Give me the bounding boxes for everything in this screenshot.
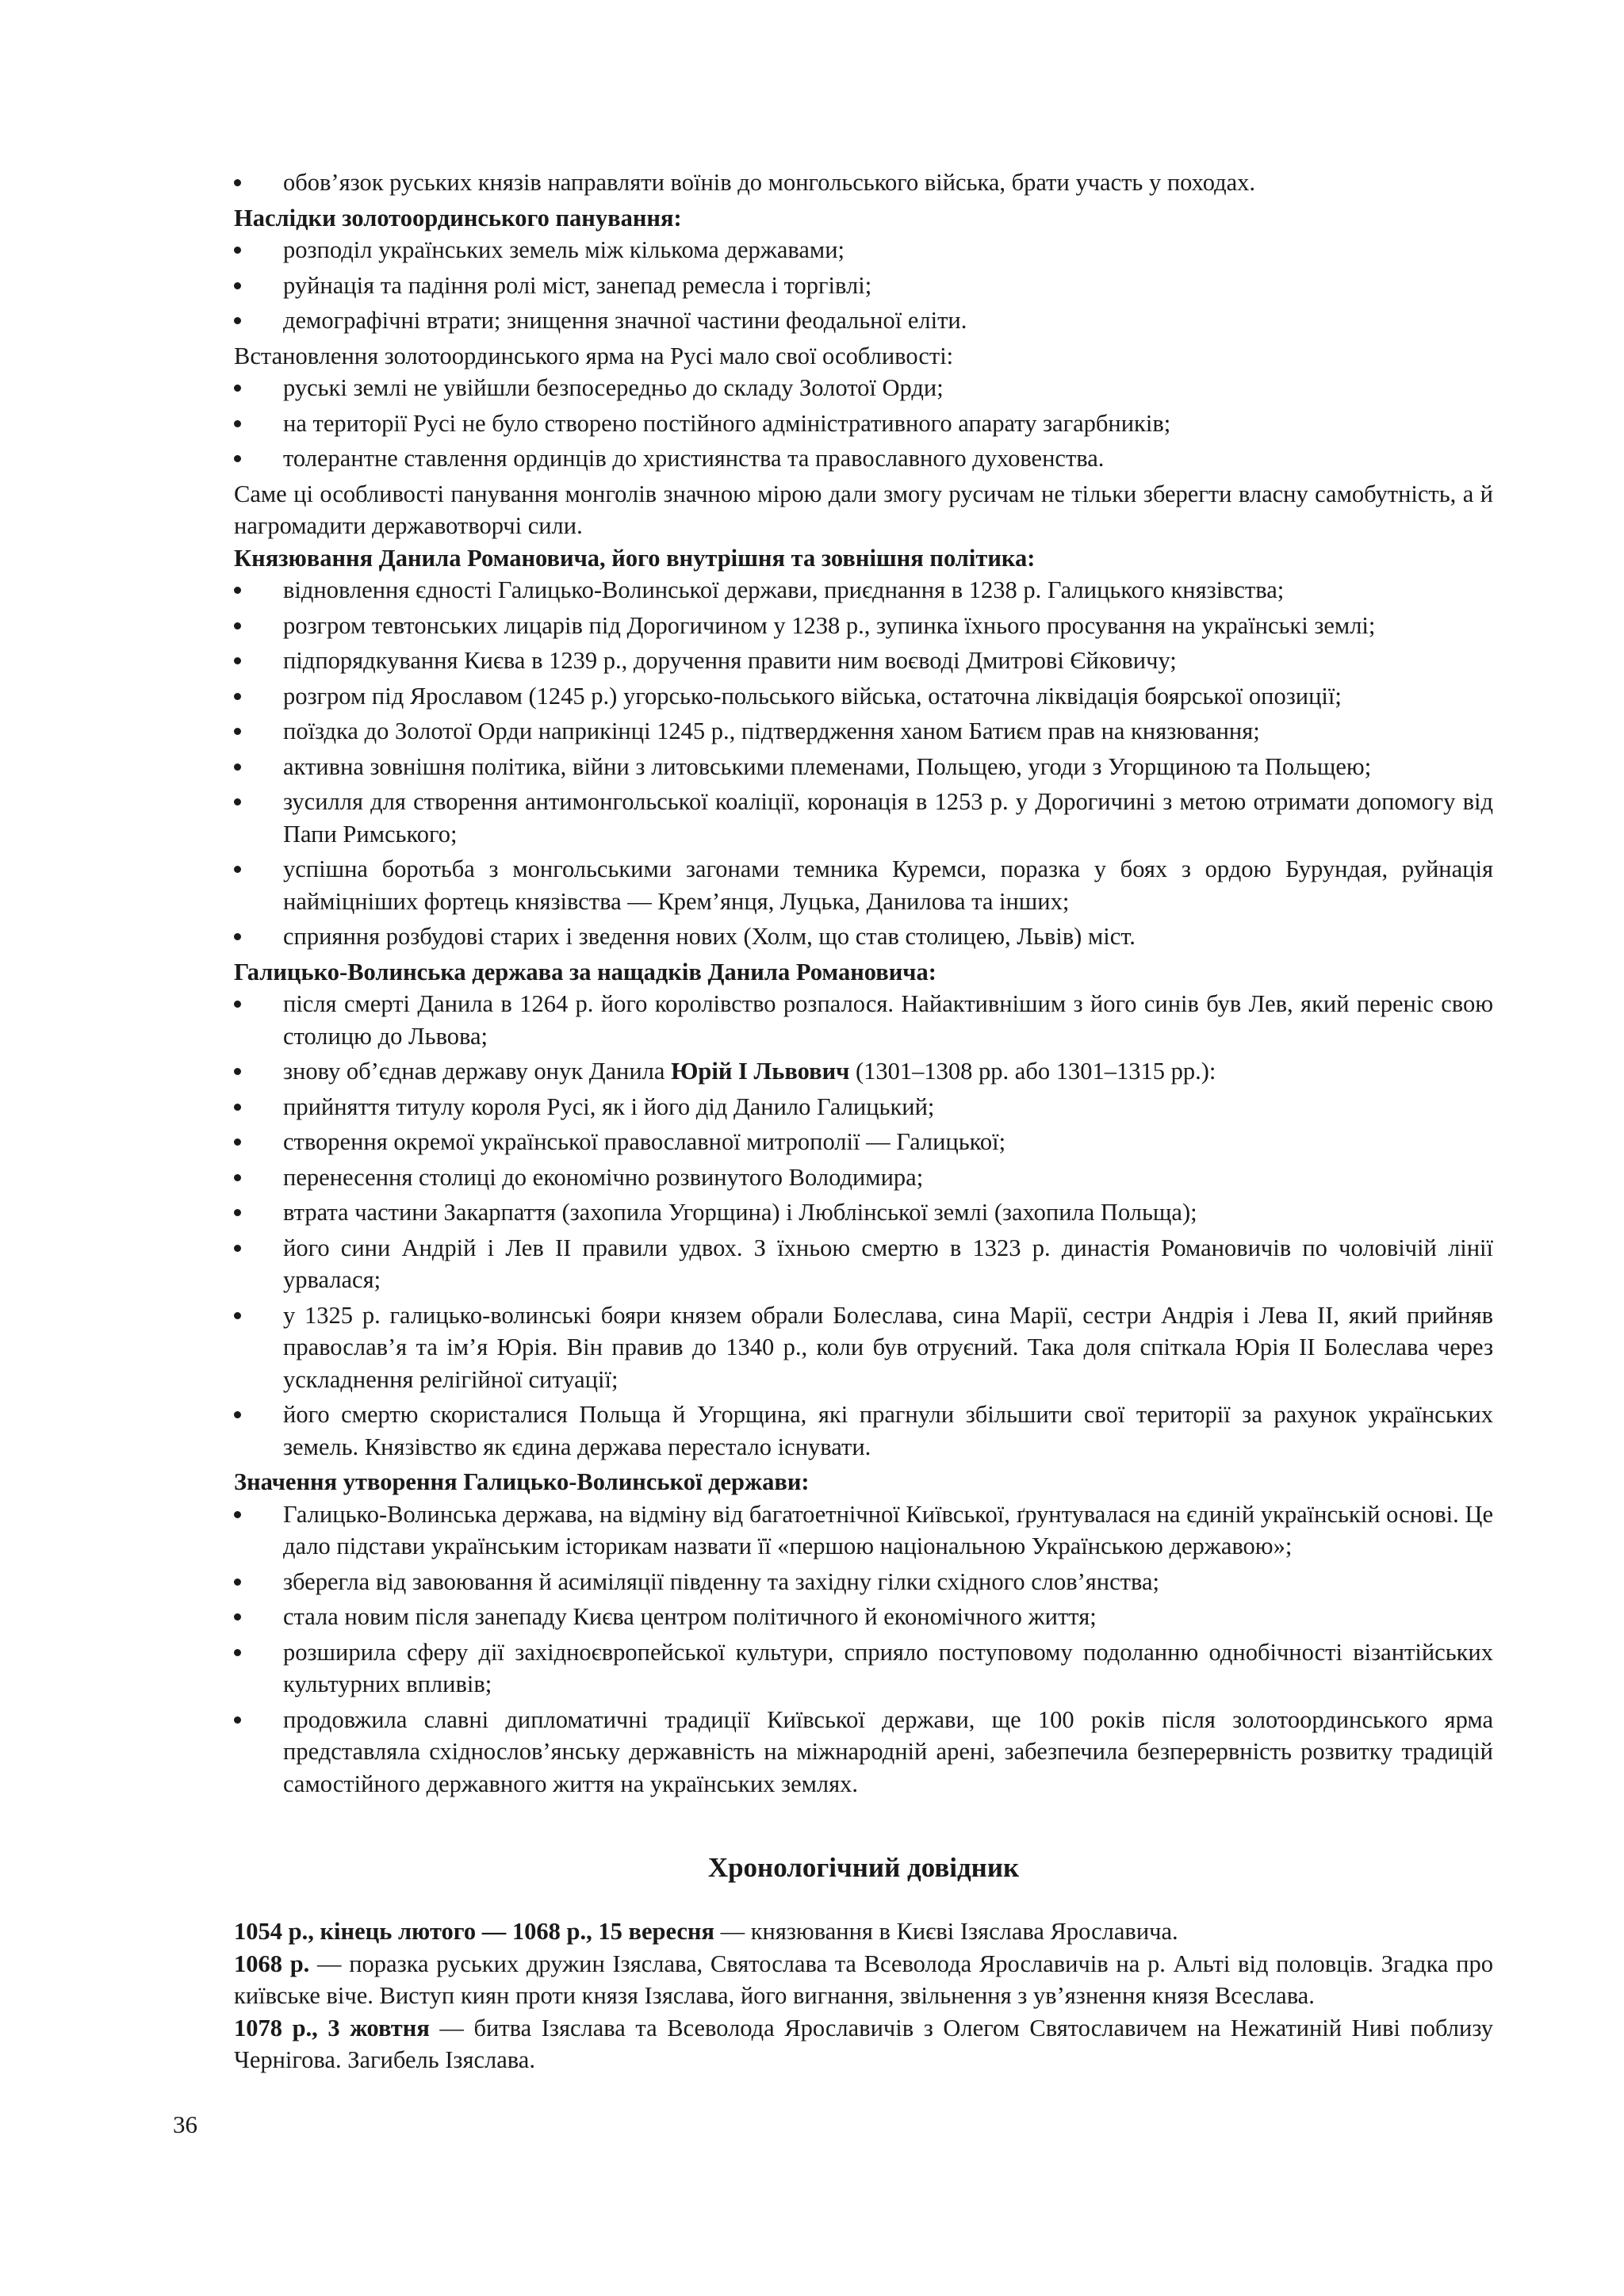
list-item: знову об’єднав державу онук Данила Юрій I Львович (1301–1308 рр. або 1301–1315 рр.):: [234, 1055, 1493, 1088]
list-item: створення окремої української православної митрополії — Галицької;: [234, 1126, 1493, 1158]
list-item: втрата частини Закарпаття (захопила Угорщина) і Люблінської землі (захопила Польща);: [234, 1196, 1493, 1229]
bullet-icon: [234, 933, 241, 940]
significance-heading: Значення утворення Галицько-Волинської держави:: [234, 1468, 810, 1495]
list-item: у 1325 р. галицько-волинські бояри князем обрали Болеслава, сина Марії, сестри Андрія і Лева II, який прийняв православ’я та ім’я Юрія. Він правив до 1340 р., коли був отруєний. Така доля спіткала Юрія II Болеслава через ускладнення релігійної ситуації;: [234, 1299, 1493, 1396]
top-bullet-list: [234, 166, 1493, 199]
chronology-entry: [234, 1915, 1493, 1948]
bullet-icon: [234, 587, 241, 594]
list-item: його смертю скористалися Польща й Угорщина, які прагнули збільшити свої території за рахунок українських земель. Князівство як єдина держава перестало існувати.: [234, 1399, 1493, 1463]
bullet-icon: [234, 1068, 241, 1075]
list-item: демографічні втрати; знищення значної частини феодальної еліти.: [234, 304, 1493, 337]
chronology-date: 1068 р.: [234, 1950, 310, 1977]
consequences-list: [234, 234, 1493, 337]
list-item: розподіл українських земель між кількома державами;: [234, 234, 1493, 266]
list-item: підпорядкування Києва в 1239 р., доручення правити ним воєводі Дмитрові Єйковичу;: [234, 645, 1493, 677]
list-item: успішна боротьба з монгольськими загонами темника Куремси, поразка у боях з ордою Бурундая, руйнація наймiцніших фортець князівства — Крем’янця, Луцька, Данилова та інших;: [234, 853, 1493, 917]
list-item: розгром під Ярославом (1245 р.) угорсько-польського війська, остаточна ліквідація боярської опозиції;: [234, 680, 1493, 713]
bullet-icon: [234, 1001, 241, 1008]
bullet-icon: [234, 179, 241, 186]
chronology-text: — князювання в Києві Ізяслава Ярославича.: [714, 1918, 1178, 1945]
danylo-list: [234, 574, 1493, 953]
bullet-icon: [234, 657, 241, 664]
bullet-icon: [234, 728, 241, 735]
list-item: стала новим після занепаду Києва центром політичного й економічного життя;: [234, 1601, 1493, 1633]
bullet-icon: [234, 1209, 241, 1216]
bullet-icon: [234, 866, 241, 873]
chronology-date: 1054 р., кінець лютого — 1068 р., 15 вересня: [234, 1918, 714, 1945]
chronology-entry: [234, 2012, 1493, 2076]
list-item: розширила сферу дії західноєвропейської культури, сприяло поступовому подоланню однобічності візантійських культурних впливів;: [234, 1636, 1493, 1701]
page-number: 36: [173, 2110, 197, 2138]
list-item: обов’язок руських князів направляти воїнів до монгольського війська, брати участь у походах.: [234, 166, 1493, 199]
bullet-icon: [234, 317, 241, 324]
bullet-icon: [234, 1511, 241, 1518]
significance-list: [234, 1498, 1493, 1800]
list-item: руйнація та падіння ролі міст, занепад ремесла і торгівлі;: [234, 270, 1493, 302]
bullet-icon: [234, 1104, 241, 1111]
list-item: руські землі не увійшли безпосередньо до складу Золотої Орди;: [234, 372, 1493, 404]
bullet-icon: [234, 247, 241, 254]
list-item: прийняття титулу короля Русі, як і його дід Данило Галицький;: [234, 1091, 1493, 1123]
bullet-icon: [234, 1174, 241, 1181]
chronology-date: 1078 р., 3 жовтня: [234, 2014, 430, 2042]
bullet-icon: [234, 420, 241, 427]
list-item: зберегла від завоювання й асиміляції південну та західну гілки східного слов’янства;: [234, 1566, 1493, 1598]
list-item: на території Русі не було створено постійного адміністративного апарату загарбників;: [234, 408, 1493, 440]
bullet-icon: [234, 798, 241, 806]
list-item: відновлення єдності Галицько-Волинської держави, приєднання в 1238 р. Галицького князівства;: [234, 574, 1493, 607]
features-intro: Встановлення золотоординського ярма на Русі мало свої особливості:: [234, 342, 954, 369]
list-item: його сини Андрій і Лев II правили удвох. З їхньою смертю в 1323 р. династія Романовичів по чоловічій лінії урвалася;: [234, 1232, 1493, 1296]
bullet-icon: [234, 693, 241, 700]
list-item: зусилля для створення антимонгольської коаліції, коронація в 1253 р. у Дорогичині з метою отримати допомогу від Папи Римського;: [234, 786, 1493, 850]
descendants-list: [234, 988, 1493, 1463]
bullet-icon: [234, 385, 241, 392]
bullet-icon: [234, 622, 241, 629]
bullet-icon: [234, 282, 241, 289]
bullet-icon: [234, 1245, 241, 1252]
consequences-heading: Наслідки золотоординського панування:: [234, 204, 682, 232]
list-item: активна зовнішня політика, війни з литовськими племенами, Польщею, угоди з Угорщиною та Польщею;: [234, 751, 1493, 783]
chronology-text: — битва Ізяслава та Всеволода Ярославичів з Олегом Святославичем на Нежатиній Ниві поблизу Чернігова. Загибель Ізяслава.: [234, 2014, 1494, 2073]
yuri-name: Юрій I Львович: [671, 1058, 850, 1085]
descendants-heading: Галицько-Волинська держава за нащадків Данила Романовича:: [234, 958, 936, 985]
features-list: [234, 372, 1493, 475]
bullet-icon: [234, 455, 241, 462]
list-item: толерантне ставлення ординців до християнства та православного духовенства.: [234, 442, 1493, 475]
list-item: поїздка до Золотої Орди наприкінці 1245 р., підтвердження ханом Батиєм прав на князювання;: [234, 715, 1493, 748]
bullet-icon: [234, 1613, 241, 1621]
bullet-icon: [234, 1312, 241, 1319]
list-item: сприяння розбудові старих і зведення нових (Холм, що став столицею, Львів) міст.: [234, 920, 1493, 953]
bullet-icon: [234, 1411, 241, 1418]
chronology-text: — поразка руських дружин Ізяслава, Святослава та Всеволода Ярославичів на р. Альті від половців. Згадка про київське віче. Виступ киян проти князя Ізяслава, його вигнання, звільнення з ув’язнення князя Всеслава.: [234, 1950, 1493, 2009]
bullet-icon: [234, 1649, 241, 1656]
chronology-title: Хронологічний довідник: [707, 1852, 1020, 1883]
list-item: після смерті Данила в 1264 р. його королівство розпалося. Найактивнішим з його синів був Лев, який переніс свою столицю до Львова;: [234, 988, 1493, 1052]
bullet-icon: [234, 763, 241, 771]
danylo-heading: Князювання Данила Романовича, його внутрішня та зовнішня політика:: [234, 544, 1036, 572]
bullet-icon: [234, 1578, 241, 1586]
features-conclusion: Саме ці особливості панування монголів значною мірою дали змогу русичам не тільки зберегти власну самобутність, а й нагромадити державотворчі сили.: [234, 480, 1493, 539]
list-item: продовжила славні дипломатичні традиції Київської держави, ще 100 років після золотоординського ярма представляла східнослов’янську державність на міжнародній арені, забезпечила безперервність розвитку традицій самостійного державного життя на українських землях.: [234, 1704, 1493, 1800]
list-item: Галицько-Волинська держава, на відміну від багатоетнічної Київської, ґрунтувалася на єдиній українській основі. Це дало підстави українським історикам назвати її «першою національною Українською державою»;: [234, 1498, 1493, 1563]
bullet-icon: [234, 1716, 241, 1724]
list-item: розгром тевтонських лицарів під Дорогичином у 1238 р., зупинка їхнього просування на українські землі;: [234, 610, 1493, 642]
bullet-icon: [234, 1138, 241, 1146]
chronology-entry: [234, 1948, 1493, 2012]
list-item: перенесення столиці до економічно розвинутого Володимира;: [234, 1161, 1493, 1194]
